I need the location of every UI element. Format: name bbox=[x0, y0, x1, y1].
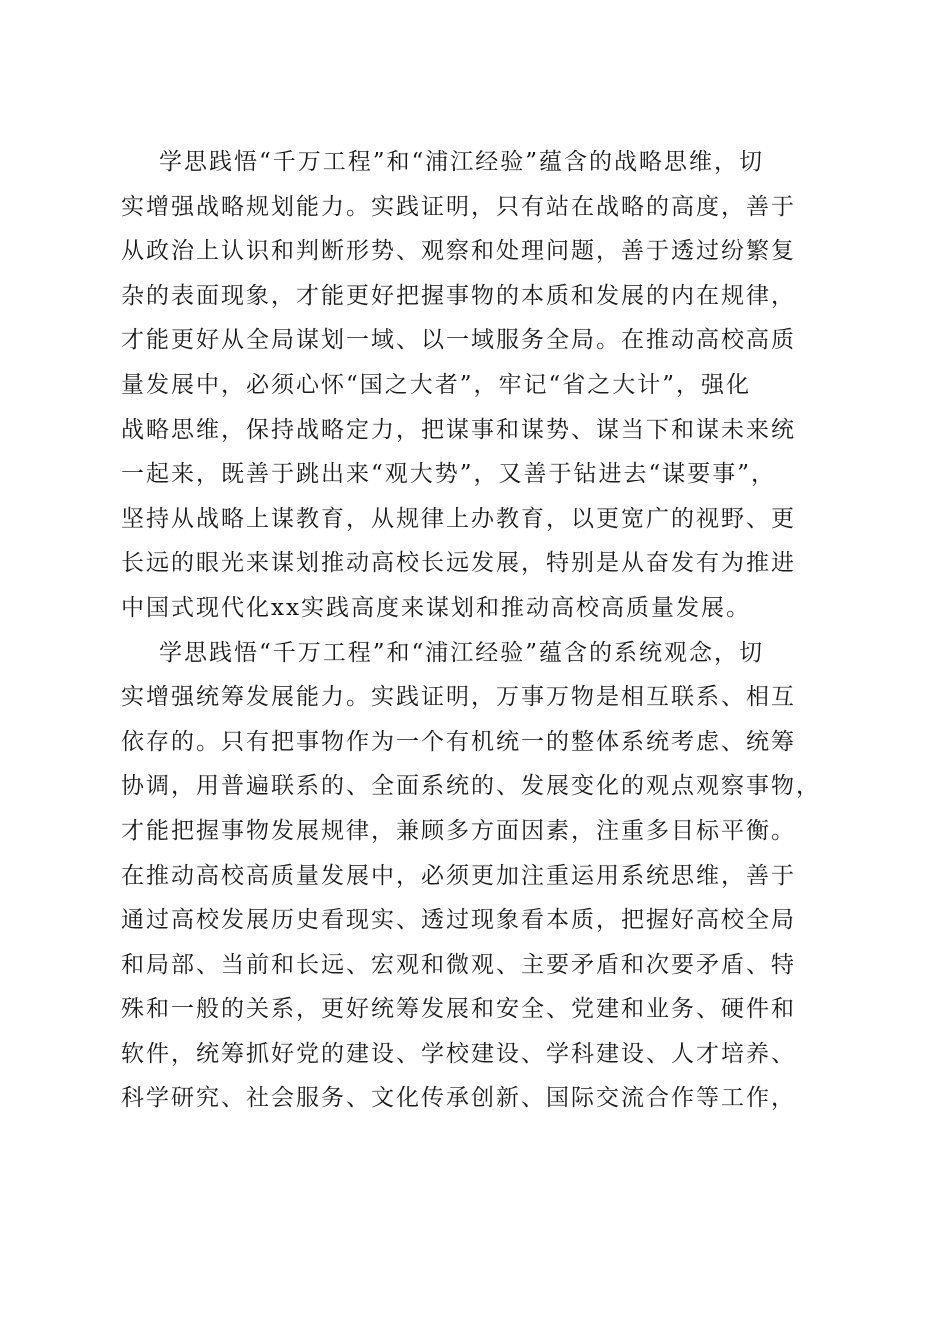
text-line: 从政治上认识和判断形势、观察和处理问题，善于透过纷繁复 bbox=[121, 238, 796, 265]
text-line: 在推动高校高质量发展中，必须更加注重运用系统思维，善于 bbox=[121, 862, 796, 889]
text-line: 中国式现代化xx实践高度来谋划和推动高校高质量发展。 bbox=[121, 594, 751, 621]
text-line: 学思践悟“千万工程”和“浦江经验”蕴含的系统观念，切 bbox=[159, 639, 765, 666]
text-line: 才能更好从全局谋划一域、以一域服务全局。在推动高校高质 bbox=[121, 327, 796, 354]
text-line: 殊和一般的关系，更好统筹发展和安全、党建和业务、硬件和 bbox=[121, 996, 796, 1023]
text-line: 长远的眼光来谋划推动高校长远发展，特别是从奋发有为推进 bbox=[121, 550, 796, 577]
text-line: 才能把握事物发展规律，兼顾多方面因素，注重多目标平衡。 bbox=[121, 817, 796, 844]
text-line: 坚持从战略上谋教育，从规律上办教育，以更宽广的视野、更 bbox=[121, 505, 796, 532]
text-line: 量发展中，必须心怀“国之大者”，牢记“省之大计”，强化 bbox=[121, 371, 752, 398]
text-line: 一起来，既善于跳出来“观大势”，又善于钻进去“谋要事”， bbox=[121, 461, 777, 488]
text-line: 学思践悟“千万工程”和“浦江经验”蕴含的战略思维，切 bbox=[159, 149, 765, 175]
document-body bbox=[121, 140, 833, 1121]
text-line: 实增强统筹发展能力。实践证明，万事万物是相互联系、相互 bbox=[121, 684, 796, 711]
text-line: 通过高校发展历史看现实、透过现象看本质，把握好高校全局 bbox=[121, 907, 796, 934]
text-line: 战略思维，保持战略定力，把谋事和谋势、谋当下和谋未来统 bbox=[121, 416, 796, 443]
paragraph-strategic-thinking bbox=[121, 140, 833, 631]
text-line: 软件，统筹抓好党的建设、学校建设、学科建设、人才培养、 bbox=[121, 1040, 796, 1067]
text-line: 和局部、当前和长远、宏观和微观、主要矛盾和次要矛盾、特 bbox=[121, 951, 796, 978]
text-line: 实增强战略规划能力。实践证明，只有站在战略的高度，善于 bbox=[121, 193, 796, 220]
text-line: 科学研究、社会服务、文化传承创新、国际交流合作等工作， bbox=[121, 1085, 796, 1112]
paragraph-systems-thinking bbox=[121, 631, 833, 1122]
text-line: 依存的。只有把事物作为一个有机统一的整体系统考虑、统筹 bbox=[121, 728, 796, 755]
text-line: 协调，用普遍联系的、全面系统的、发展变化的观点观察事物， bbox=[121, 773, 821, 800]
text-line: 杂的表面现象，才能更好把握事物的本质和发展的内在规律， bbox=[121, 282, 796, 309]
